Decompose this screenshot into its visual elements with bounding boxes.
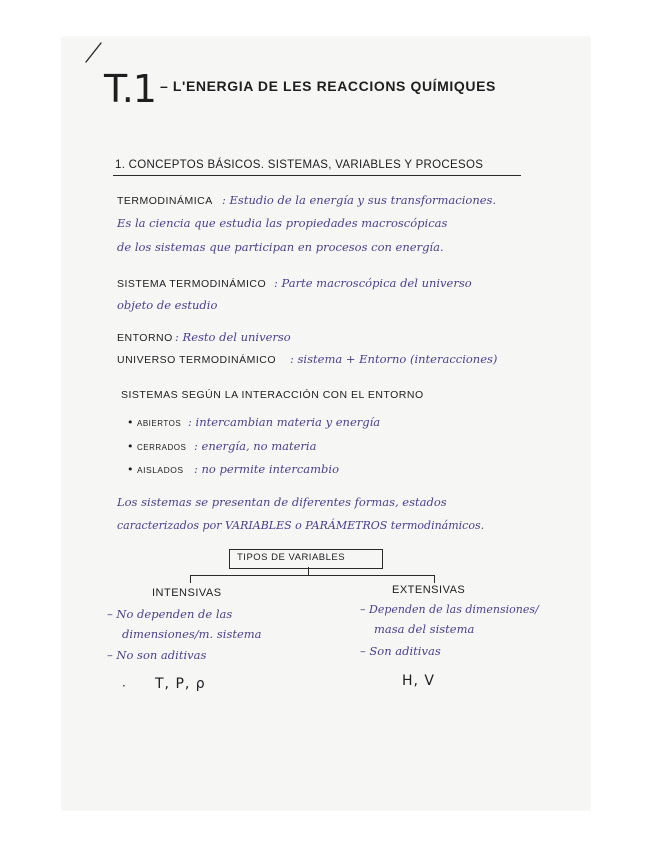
- def-aislados: : no permite intercambio: [194, 462, 340, 476]
- bullet-dot: •: [127, 416, 134, 429]
- def-universo: : sistema + Entorno (interacciones): [290, 352, 498, 366]
- extensivas-line3: – Son aditivas: [360, 644, 441, 658]
- variables-box-label: TIPOS DE VARIABLES: [237, 552, 346, 563]
- bullet-dot: •: [127, 440, 134, 453]
- intensivas-line3: – No son aditivas: [107, 648, 207, 662]
- paragraph-line1: Los sistemas se presentan de diferentes formas, estados: [117, 495, 447, 509]
- intensivas-line2: dimensiones/m. sistema: [122, 627, 262, 641]
- def-sistema-line2: objeto de estudio: [117, 298, 218, 312]
- tree-left-leg: [190, 575, 191, 583]
- extensivas-heading: EXTENSIVAS: [392, 584, 466, 596]
- term-termodinamica: TERMODINÁMICA: [117, 195, 213, 207]
- intensivas-line1: – No dependen de las: [107, 607, 233, 621]
- term-cerrados: CERRADOS: [137, 443, 187, 452]
- def-termodinamica-line2: Es la ciencia que estudia las propiedades macroscópicas: [117, 216, 448, 230]
- bullet-dot: ·: [122, 679, 126, 693]
- chapter-number: T.1: [104, 67, 156, 111]
- section-underline: [113, 175, 521, 176]
- term-aislados: AISLADOS: [137, 465, 184, 475]
- def-cerrados: : energía, no materia: [194, 439, 317, 453]
- term-entorno: ENTORNO: [117, 332, 173, 344]
- def-termodinamica-line1: : Estudio de la energía y sus transformaciones.: [222, 193, 497, 207]
- pen-stroke-mark: [84, 40, 104, 64]
- def-sistema-line1: : Parte macroscópica del universo: [274, 276, 472, 290]
- tree-branch: [190, 575, 435, 576]
- intensivas-examples: T, P, ρ: [155, 676, 206, 692]
- term-universo: UNIVERSO TERMODINÁMICO: [117, 354, 276, 366]
- intensivas-heading: INTENSIVAS: [152, 587, 222, 599]
- extensivas-examples: H, V: [402, 673, 436, 689]
- bullet-dot: •: [127, 463, 134, 476]
- systems-heading: SISTEMAS SEGÚN LA INTERACCIÓN CON EL ENTORNO: [121, 389, 424, 401]
- extensivas-line2: masa del sistema: [374, 622, 475, 636]
- extensivas-line1: – Dependen de las dimensiones/: [360, 603, 539, 616]
- def-termodinamica-line3: de los sistemas que participan en procesos con energía.: [117, 240, 444, 254]
- def-entorno: : Resto del universo: [175, 330, 291, 344]
- term-sistema: SISTEMA TERMODINÁMICO: [117, 278, 267, 290]
- tree-right-leg: [434, 575, 435, 583]
- chapter-title: – L'ENERGIA DE LES REACCIONS QUÍMIQUES: [160, 78, 496, 94]
- paragraph-line2: caracterizados por VARIABLES o PARÁMETROS termodinámicos.: [117, 519, 485, 532]
- term-abiertos: ABIERTOS: [137, 419, 182, 428]
- section-title: 1. CONCEPTOS BÁSICOS. SISTEMAS, VARIABLES Y PROCESOS: [115, 159, 484, 171]
- def-abiertos: : intercambian materia y energía: [188, 415, 381, 429]
